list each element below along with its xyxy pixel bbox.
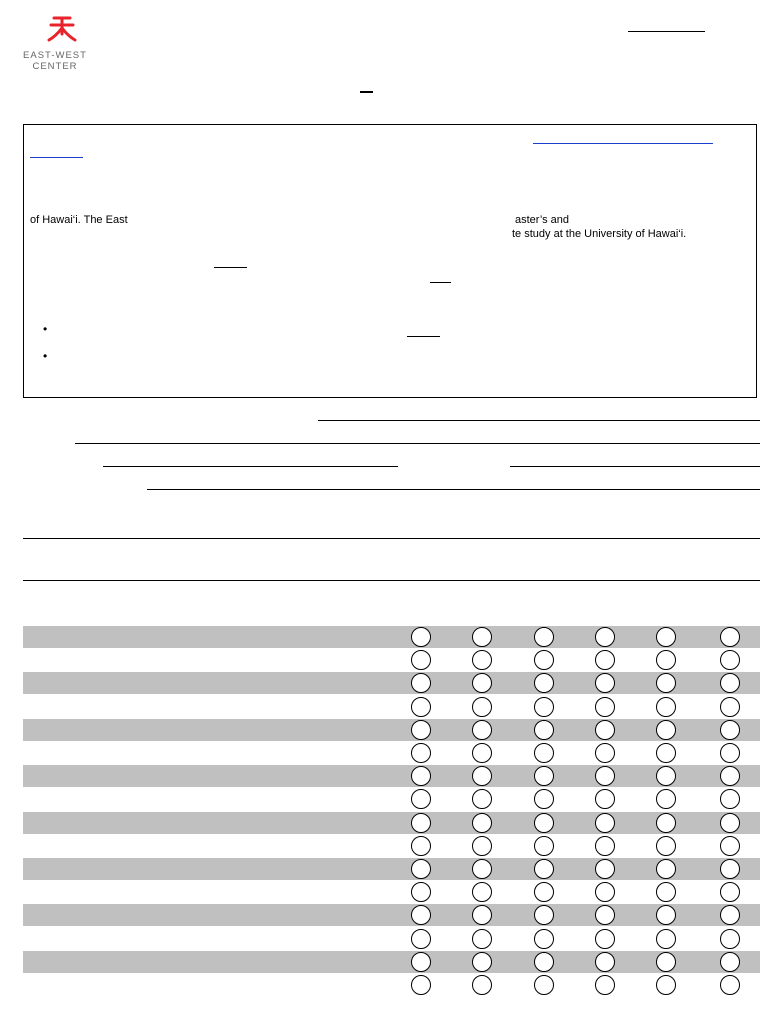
rating-radio[interactable] (411, 720, 431, 740)
bullet-marker: • (43, 322, 48, 336)
rating-radio[interactable] (472, 627, 492, 647)
rating-row (23, 858, 760, 880)
rating-radio[interactable] (720, 975, 740, 995)
rating-radio[interactable] (720, 859, 740, 879)
rating-row (23, 812, 760, 834)
rating-radio[interactable] (595, 975, 615, 995)
form-field-line[interactable] (510, 466, 760, 467)
info-text-left: of Hawai‘i. The East (30, 214, 128, 226)
info-link-underline[interactable] (533, 143, 713, 144)
rating-row (23, 881, 760, 903)
rating-radio[interactable] (720, 952, 740, 972)
rating-row (23, 928, 760, 950)
rating-radio[interactable] (534, 836, 554, 856)
rating-row (23, 696, 760, 718)
rating-radio[interactable] (472, 836, 492, 856)
rating-radio[interactable] (656, 697, 676, 717)
rating-radio[interactable] (411, 836, 431, 856)
rating-radio[interactable] (534, 859, 554, 879)
rating-radio[interactable] (656, 929, 676, 949)
rating-radio[interactable] (534, 975, 554, 995)
rating-radio[interactable] (656, 836, 676, 856)
rating-radio[interactable] (595, 836, 615, 856)
rating-radio[interactable] (472, 813, 492, 833)
rating-row (23, 672, 760, 694)
rating-radio[interactable] (472, 975, 492, 995)
info-link-underline-continued[interactable] (30, 157, 83, 158)
rating-radio[interactable] (720, 627, 740, 647)
rating-radio[interactable] (720, 929, 740, 949)
rating-row (23, 649, 760, 671)
rating-radio[interactable] (534, 743, 554, 763)
form-field-line[interactable] (147, 489, 760, 490)
rating-row (23, 765, 760, 787)
rating-radio[interactable] (534, 627, 554, 647)
rating-row (23, 951, 760, 973)
title-dash (360, 91, 373, 93)
rating-radio[interactable] (595, 859, 615, 879)
rating-row (23, 835, 760, 857)
logo-text-line1: EAST-WEST (23, 50, 87, 61)
rating-radio[interactable] (411, 975, 431, 995)
rating-row (23, 974, 760, 996)
rating-radio[interactable] (534, 929, 554, 949)
info-text-right-1: aster’s and (515, 214, 570, 226)
form-field-line[interactable] (103, 466, 398, 467)
rating-row (23, 626, 760, 648)
header-rule (628, 31, 705, 32)
rating-radio[interactable] (472, 952, 492, 972)
blank-underline (214, 267, 247, 268)
rating-radio[interactable] (534, 952, 554, 972)
rating-radio[interactable] (534, 697, 554, 717)
rating-radio[interactable] (411, 743, 431, 763)
rating-radio[interactable] (534, 720, 554, 740)
rating-radio[interactable] (411, 813, 431, 833)
rating-radio[interactable] (656, 952, 676, 972)
rating-radio[interactable] (656, 813, 676, 833)
section-divider (23, 538, 760, 539)
east-west-center-logo-icon (46, 14, 78, 44)
section-divider (23, 580, 760, 581)
info-box (23, 124, 757, 398)
rating-radio[interactable] (595, 813, 615, 833)
rating-radio[interactable] (472, 697, 492, 717)
rating-radio[interactable] (472, 743, 492, 763)
rating-radio[interactable] (411, 929, 431, 949)
rating-radio[interactable] (595, 627, 615, 647)
rating-radio[interactable] (595, 720, 615, 740)
rating-radio[interactable] (595, 952, 615, 972)
rating-radio[interactable] (720, 836, 740, 856)
rating-row (23, 788, 760, 810)
rating-radio[interactable] (472, 859, 492, 879)
rating-radio[interactable] (656, 720, 676, 740)
bullet-marker: • (43, 349, 48, 363)
rating-radio[interactable] (656, 975, 676, 995)
rating-radio[interactable] (656, 743, 676, 763)
rating-radio[interactable] (411, 952, 431, 972)
rating-radio[interactable] (411, 697, 431, 717)
logo-text-line2: CENTER (32, 61, 78, 72)
rating-radio[interactable] (472, 720, 492, 740)
form-field-line[interactable] (75, 443, 760, 444)
blank-underline (407, 336, 440, 337)
rating-radio[interactable] (411, 859, 431, 879)
rating-radio[interactable] (472, 929, 492, 949)
rating-radio[interactable] (534, 813, 554, 833)
rating-radio[interactable] (720, 697, 740, 717)
rating-radio[interactable] (411, 627, 431, 647)
rating-radio[interactable] (595, 929, 615, 949)
rating-radio[interactable] (595, 743, 615, 763)
rating-row (23, 719, 760, 741)
rating-radio[interactable] (720, 813, 740, 833)
form-field-line[interactable] (318, 420, 760, 421)
rating-radio[interactable] (720, 743, 740, 763)
rating-radio[interactable] (656, 859, 676, 879)
blank-underline (430, 282, 451, 283)
rating-radio[interactable] (595, 697, 615, 717)
rating-radio[interactable] (720, 720, 740, 740)
info-text-right-2: te study at the University of Hawai‘i. (512, 228, 687, 240)
rating-row (23, 742, 760, 764)
rating-radio[interactable] (656, 627, 676, 647)
rating-row (23, 904, 760, 926)
